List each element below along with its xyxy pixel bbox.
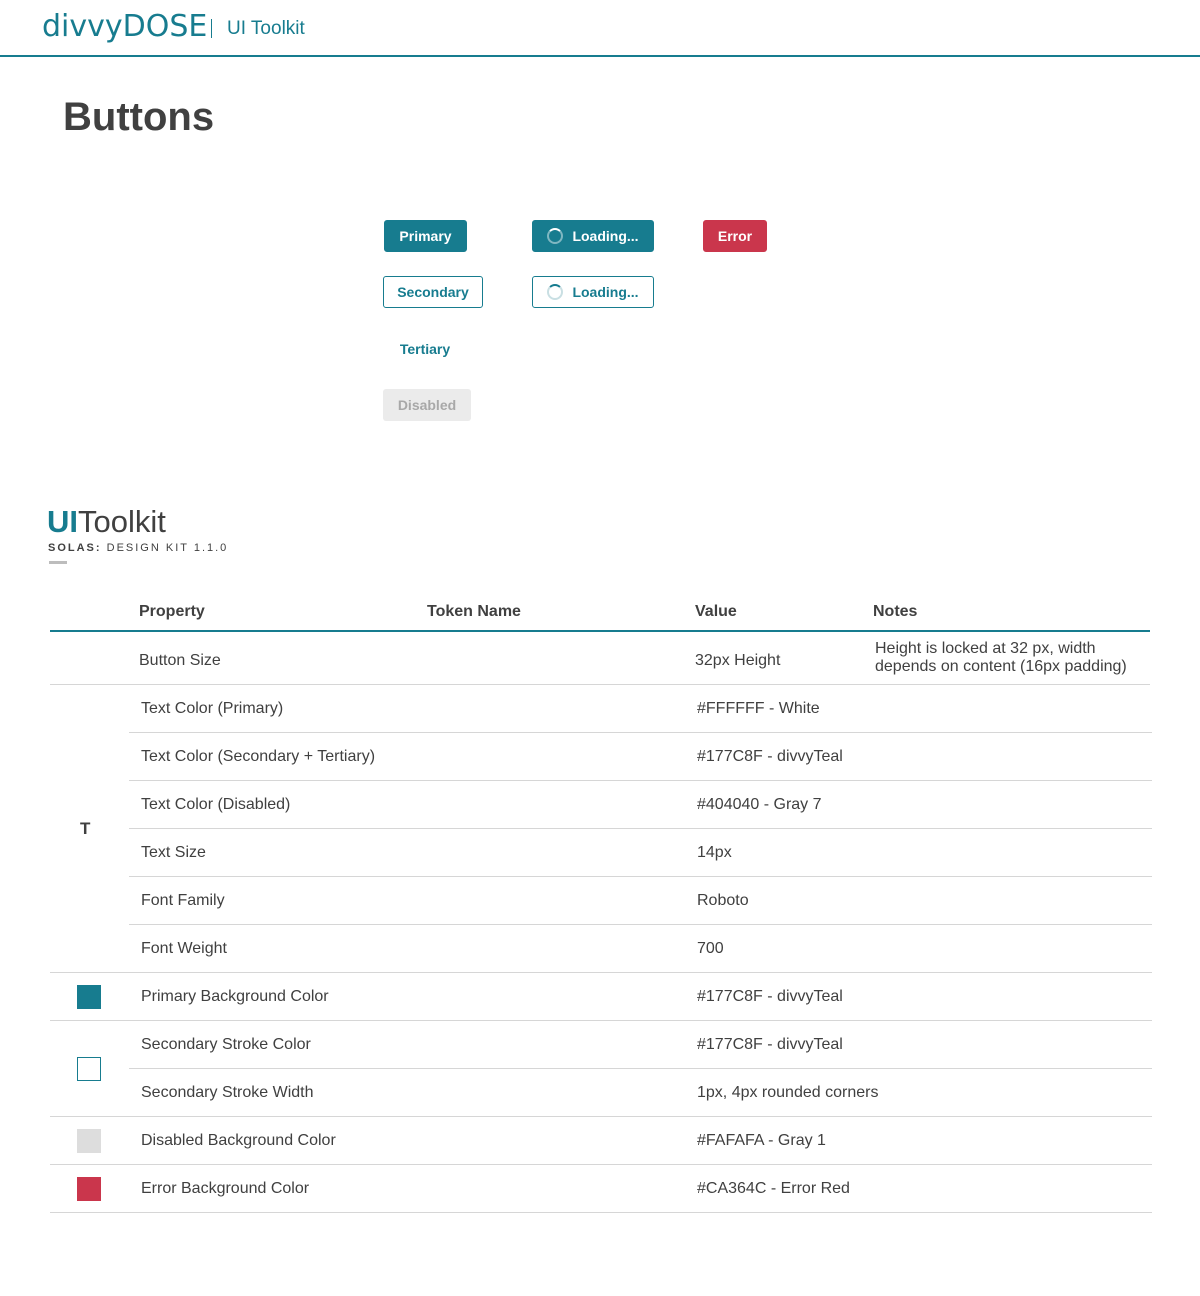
header-rule — [50, 630, 1150, 632]
red-swatch-icon — [77, 1177, 101, 1201]
table-row-notes: Height is locked at 32 px, width — [875, 640, 1096, 657]
row-divider — [129, 732, 1152, 733]
table-row-value: 700 — [697, 940, 724, 957]
row-divider — [50, 1164, 1152, 1165]
table-row-value: #177C8F - divvyTeal — [697, 1036, 843, 1053]
kit-name: SOLAS: — [48, 542, 102, 554]
table-row-value: #177C8F - divvyTeal — [697, 988, 843, 1005]
table-row-property: Disabled Background Color — [141, 1132, 336, 1149]
outline-swatch-icon — [77, 1057, 101, 1081]
row-divider — [129, 924, 1152, 925]
tertiary-button-label: Tertiary — [399, 341, 451, 357]
header-value: Value — [695, 603, 737, 620]
page-title: Buttons — [63, 95, 215, 139]
table-row-value: #FFFFFF - White — [697, 700, 820, 717]
table-row-value: #FAFAFA - Gray 1 — [697, 1132, 826, 1149]
table-row-property: Text Color (Secondary + Tertiary) — [141, 748, 376, 765]
toolkit-title-rest: Toolkit — [78, 504, 166, 539]
table-row-property: Button Size — [139, 652, 221, 669]
loading-secondary-button[interactable] — [532, 276, 654, 308]
toolkit-title — [47, 504, 166, 540]
table-row-value: Roboto — [697, 892, 749, 909]
toolkit-dash — [49, 561, 67, 564]
table-row-value: 14px — [697, 844, 732, 861]
table-row-property: Secondary Stroke Width — [141, 1084, 314, 1101]
design-kit-version — [48, 542, 228, 554]
row-divider — [129, 876, 1152, 877]
loading-primary-label: Loading... — [572, 228, 639, 244]
row-divider — [50, 1020, 1152, 1021]
table-row-property: Secondary Stroke Color — [141, 1036, 311, 1053]
table-row-property: Font Family — [141, 892, 225, 909]
table-row-notes: depends on content (16px padding) — [875, 658, 1127, 675]
row-divider — [129, 1068, 1152, 1069]
kit-version: DESIGN KIT 1.1.0 — [106, 542, 229, 554]
teal-swatch-icon — [77, 985, 101, 1009]
loading-primary-button[interactable] — [532, 220, 654, 252]
secondary-button[interactable] — [383, 276, 483, 308]
gray-swatch-icon — [77, 1129, 101, 1153]
top-header — [0, 0, 1200, 57]
row-divider — [50, 1116, 1152, 1117]
table-row-value: #177C8F - divvyTeal — [697, 748, 843, 765]
row-divider — [50, 972, 1152, 973]
row-divider — [50, 684, 1150, 685]
loading-secondary-label: Loading... — [572, 284, 639, 300]
table-row-property: Text Size — [141, 844, 206, 861]
row-divider — [50, 1212, 1152, 1213]
table-row-value: #CA364C - Error Red — [697, 1180, 850, 1197]
table-row-property: Error Background Color — [141, 1180, 310, 1197]
error-button[interactable] — [703, 220, 767, 252]
header-notes: Notes — [873, 603, 918, 620]
error-button-label: Error — [717, 228, 753, 244]
header-subtitle: UI Toolkit — [227, 18, 305, 39]
spinner-icon — [547, 228, 563, 244]
table-row-value: #404040 - Gray 7 — [697, 796, 822, 813]
row-divider — [129, 780, 1152, 781]
toolkit-title-bold: UI — [47, 504, 78, 539]
header-token-name: Token Name — [427, 603, 521, 620]
disabled-button — [383, 389, 471, 421]
table-row-value: 32px Height — [695, 652, 781, 669]
header-property: Property — [139, 603, 205, 620]
text-t-icon: T — [80, 819, 91, 838]
primary-button-label: Primary — [399, 228, 452, 244]
table-row-property: Text Color (Primary) — [141, 700, 284, 717]
table-row-value: 1px, 4px rounded corners — [697, 1084, 879, 1101]
disabled-button-label: Disabled — [397, 397, 457, 413]
table-row-property: Font Weight — [141, 940, 227, 957]
tertiary-button[interactable] — [384, 333, 466, 365]
primary-button[interactable] — [384, 220, 467, 252]
secondary-button-label: Secondary — [397, 284, 469, 300]
header-divider — [211, 19, 212, 38]
divvydose-logo[interactable]: divvyDOSE — [42, 9, 208, 44]
table-row-property: Text Color (Disabled) — [141, 796, 291, 813]
row-divider — [129, 828, 1152, 829]
spinner-icon — [547, 284, 563, 300]
table-row-property: Primary Background Color — [141, 988, 329, 1005]
